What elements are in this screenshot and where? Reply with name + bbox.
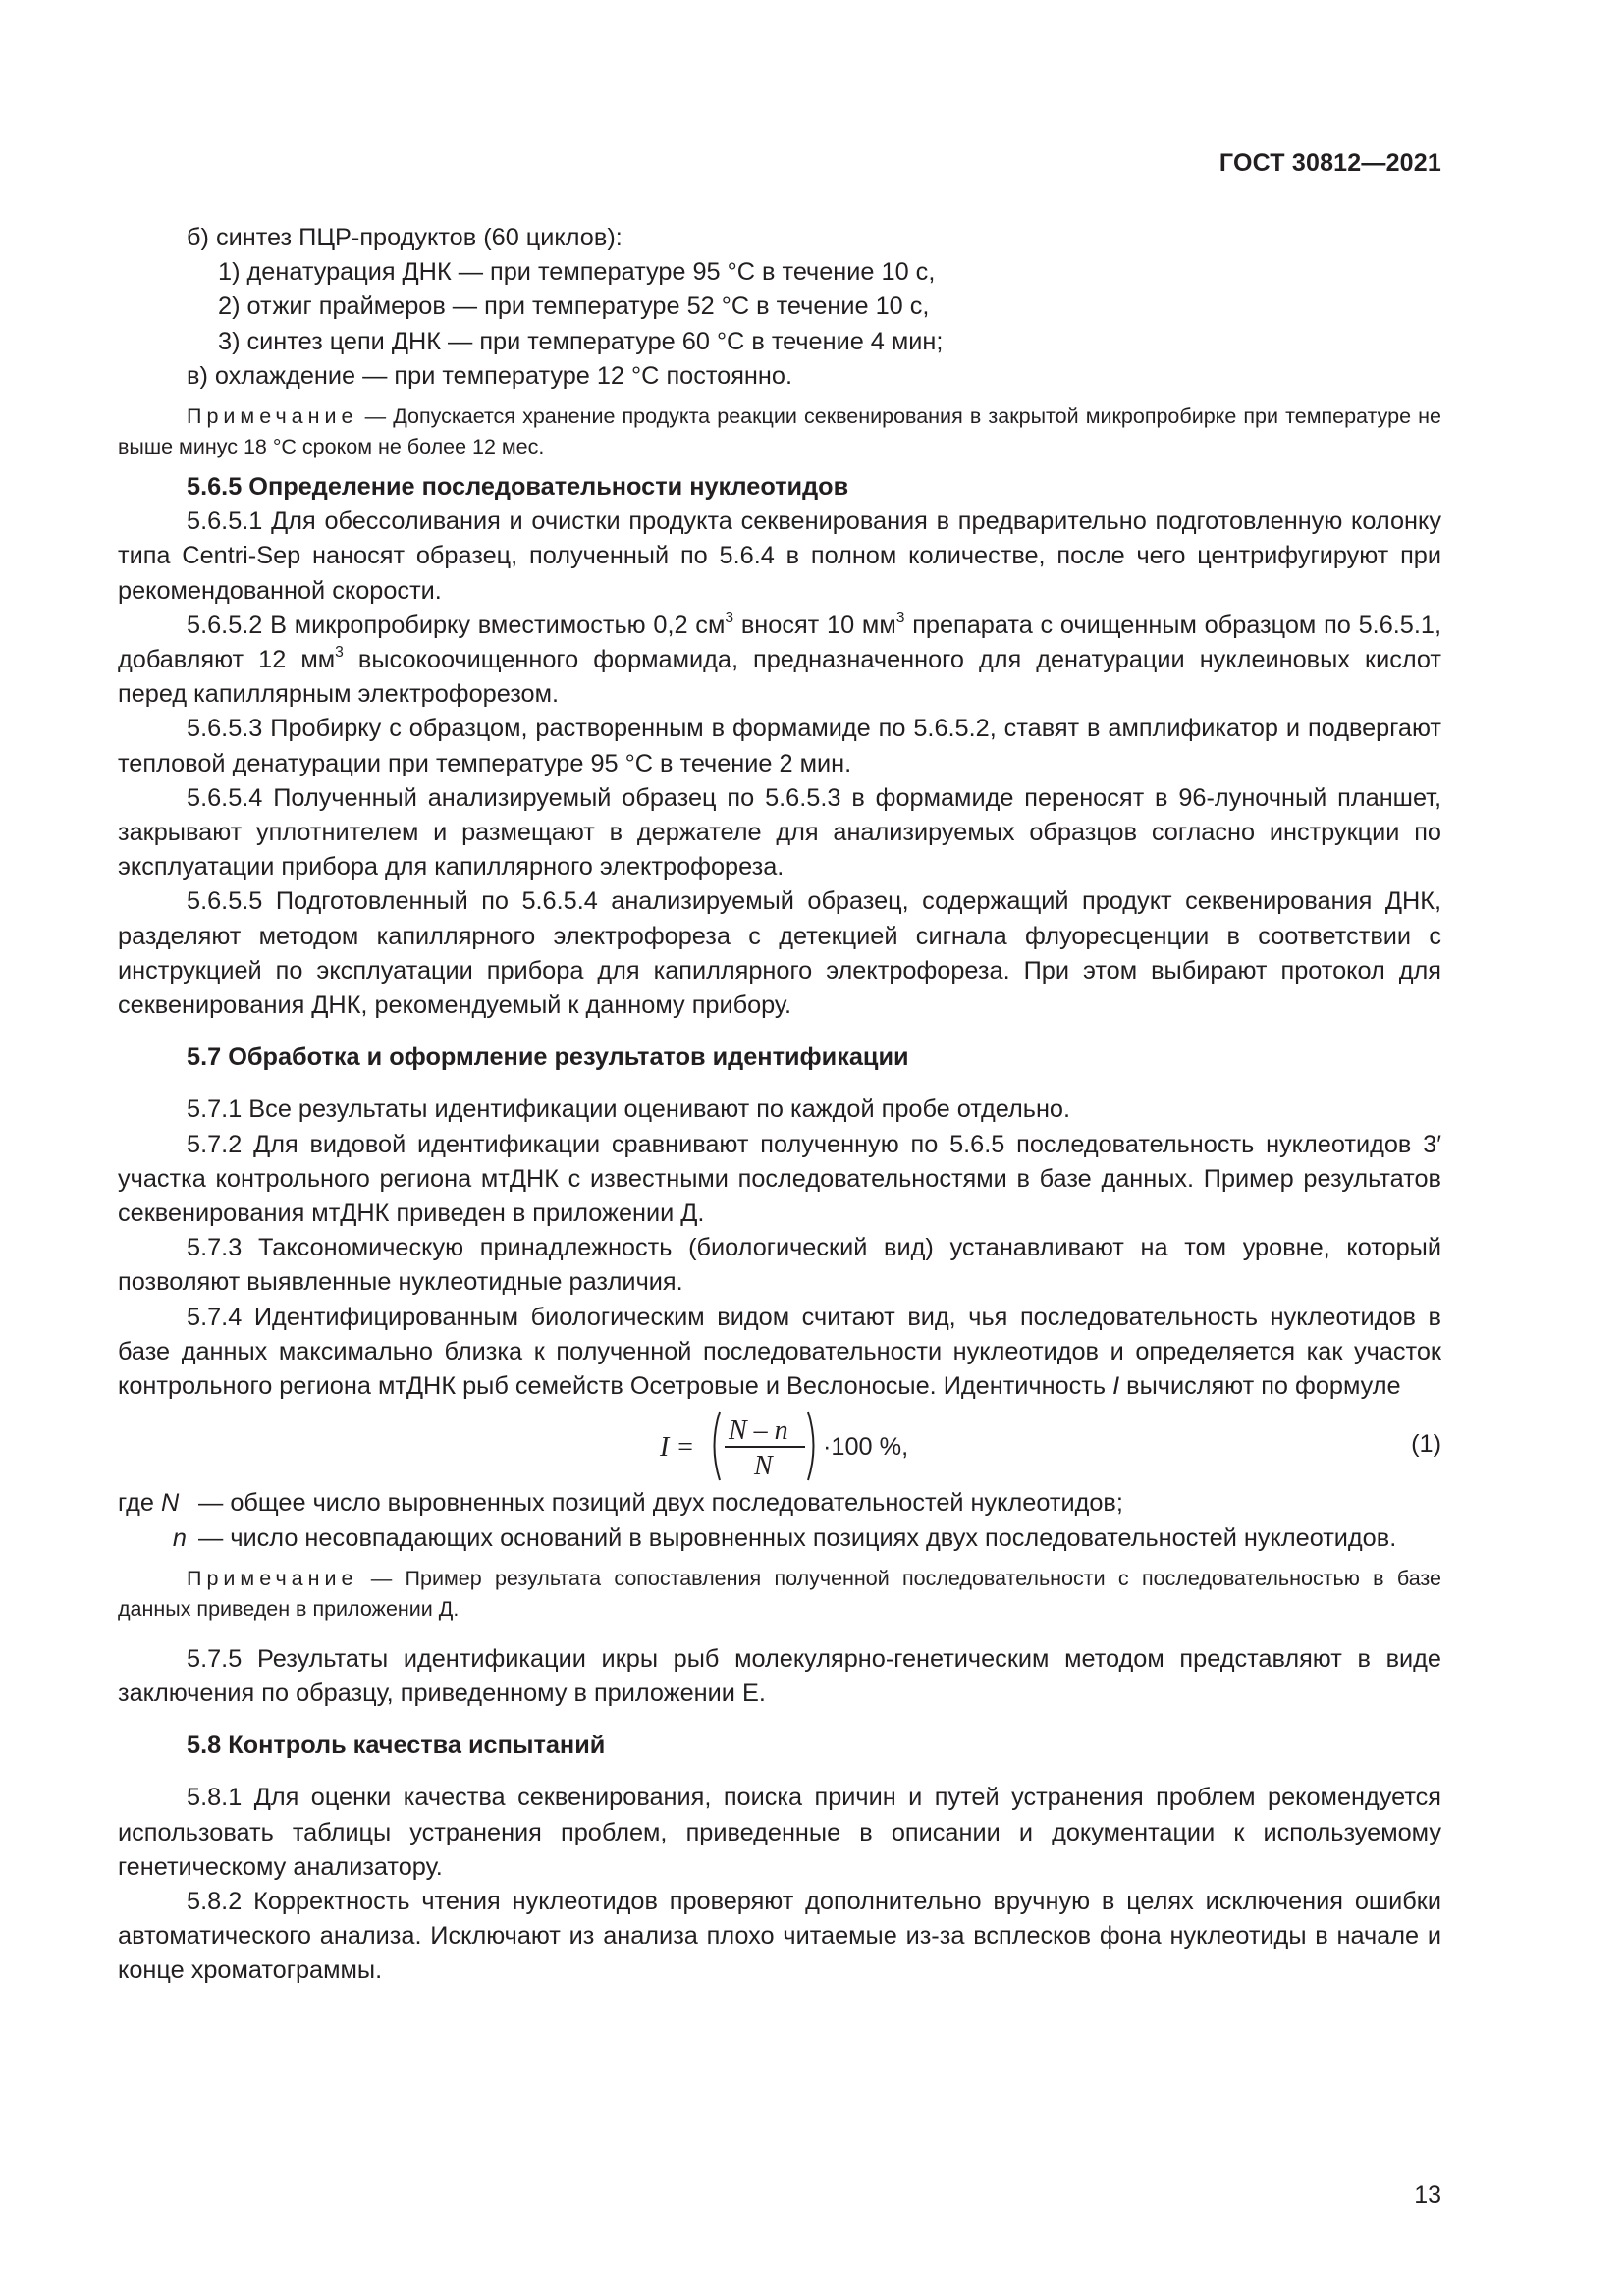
formula-numerator: [729, 1414, 788, 1448]
right-paren-icon: [805, 1410, 821, 1482]
symbol-N: N: [160, 1489, 180, 1518]
note-comparison: [118, 1564, 1441, 1625]
formula-lhs-text: I =: [660, 1432, 695, 1464]
para-5-6-5-5: 5.6.5.5 Подготовленный по 5.6.5.4 анализируемый образец, содержащий продукт секвенирования ДНК, разделяют методом капиллярного электрофореза с детекцией сигнала флуоресценции в соответствии с инструкцией по эксплуатации прибора для капиллярного электрофореза. При этом выбирают протокол для секвенирования ДНК, рекомендуемый к данному прибору.: [118, 887, 1441, 1020]
para-5-7-5: 5.7.5 Результаты идентификации икры рыб молекулярно-генетическим методом представляют в виде заключения по образцу, приведенному в приложении Е.: [118, 1644, 1441, 1707]
para-5-7-1: 5.7.1 Все результаты идентификации оценивают по каждой пробе отдельно.: [187, 1095, 1071, 1124]
definition-symbol: [118, 1486, 198, 1521]
symbol-n: n: [172, 1523, 187, 1552]
para-5-6-5-4: 5.6.5.4 Полученный анализируемый образец по 5.6.5.3 в формамиде переносят в 96-луночный планшет, закрывают уплотнителем и размещают в держателе для анализируемых образцов согласно инструкции по эксплуатации прибора для капиллярного электрофореза.: [118, 783, 1441, 881]
para-5-6-5-2-part-d: высокоочищенного формамида, предназначенного для денатурации нуклеиновых кислот перед капиллярным электрофорезом.: [118, 646, 1441, 709]
para-5-6-5-1: 5.6.5.1 Для обессоливания и очистки продукта секвенирования в предварительно подготовленную колонку типа Centri-Sep наносят образец, полученный по 5.6.4 в полном количестве, после чего центрифугируют при рекомендованной скорости.: [118, 507, 1441, 605]
formula-rhs: ·100 %,: [823, 1433, 909, 1462]
definition-text: — общее число выровненных позиций двух последовательностей нуклеотидов;: [198, 1489, 1123, 1518]
heading-5-7: 5.7 Обработка и оформление результатов идентификации: [187, 1043, 909, 1072]
definition-symbol: [118, 1522, 198, 1556]
where-label: где: [118, 1489, 154, 1518]
definition-text: — число несовпадающих оснований в выровненных позициях двух последовательностей нуклеотидов.: [198, 1523, 1397, 1552]
step-b1: 1) денатурация ДНК — при температуре 95 °С в течение 10 с,: [218, 258, 936, 287]
note-text: — Допускается хранение продукта реакции секвенирования в закрытой микропробирке при температуре не выше минус 18 °С сроком не более 12 мес.: [118, 404, 1441, 459]
definition-n: [118, 1522, 1441, 1556]
formula-lhs: [660, 1430, 694, 1465]
step-b: б) синтез ПЦР-продуктов (60 циклов):: [187, 224, 623, 251]
para-5-7-4-text: 5.7.4 Идентифицированным биологическим видом считают вид, чья последовательность нуклеотидов в базе данных максимально близка к полученной последовательности нуклеотидов и определяется как участок контрольного региона мтДНК рыб семейств Осетровые и Веслоносые. Идентичность: [118, 1303, 1441, 1401]
para-5-8-1: 5.8.1 Для оценки качества секвенирования, поиска причин и путей устранения проблем рекомендуется использовать таблицы устранения проблем, приведенные в описании и документации к используемому генетическому анализатору.: [118, 1784, 1441, 1881]
para-5-6-5-2-part-b: вносят 10 мм: [733, 611, 896, 639]
para-5-6-5-3: 5.6.5.3 Пробирку с образцом, растворенным в формамиде по 5.6.5.2, ставят в амплификатор и подвергают тепловой денатурации при температуре 95 °С в течение 2 мин.: [118, 715, 1441, 777]
formula-number: (1): [1411, 1430, 1441, 1459]
superscript-3: 3: [895, 609, 905, 626]
para-5-7-3: 5.7.3 Таксономическую принадлежность (биологический вид) устанавливают на том уровне, который позволяют выявленные нуклеотидные различия.: [118, 1234, 1441, 1297]
formula-denominator-text: N: [754, 1451, 773, 1482]
left-paren-icon: [707, 1410, 723, 1482]
note-label: Примечание: [187, 1566, 358, 1590]
para-5-7-4: [118, 1301, 1441, 1405]
step-b3: 3) синтез цепи ДНК — при температуре 60 °С в течение 4 мин;: [218, 327, 944, 355]
step-v: в) охлаждение — при температуре 12 °С постоянно.: [187, 361, 792, 390]
document-header: ГОСТ 30812—2021: [1218, 149, 1441, 177]
page-content: [118, 221, 1441, 1989]
para-5-8-2: 5.8.2 Корректность чтения нуклеотидов проверяют дополнительно вручную в целях исключения ошибки автоматического анализа. Исключают из анализа плохо читаемые из-за всплесков фона нуклеотиды в начале и конце хроматограммы.: [118, 1887, 1441, 1985]
superscript-3: 3: [725, 609, 734, 626]
heading-5-8: 5.8 Контроль качества испытаний: [187, 1732, 606, 1760]
superscript-3: 3: [335, 644, 344, 662]
para-5-7-2: 5.7.2 Для видовой идентификации сравнивают полученную по 5.6.5 последовательность нуклеотидов 3′ участка контрольного региона мтДНК с известными последовательностями в базе данных. Пример результатов секвенирования мтДНК приведен в приложении Д.: [118, 1130, 1441, 1228]
para-5-6-5-2: [118, 609, 1441, 713]
formula-numerator-text: N – n: [729, 1415, 788, 1447]
definition-N: [118, 1486, 1441, 1521]
note-text: — Пример результата сопоставления полученной последовательности с последовательностью в базе данных приведен в приложении Д.: [118, 1566, 1441, 1621]
heading-5-6-5: 5.6.5 Определение последовательности нуклеотидов: [187, 473, 849, 502]
fraction-bar: [725, 1446, 805, 1448]
identity-variable: I: [1112, 1372, 1120, 1401]
note-label: Примечание: [187, 404, 358, 429]
page-number: 13: [1414, 2181, 1441, 2209]
note-storage: [118, 401, 1441, 462]
formula-1: [118, 1406, 1441, 1486]
para-5-6-5-2-part-a: 5.6.5.2 В микропробирку вместимостью 0,2 см: [187, 611, 726, 639]
para-5-7-4-tail: вычисляют по формуле: [1119, 1372, 1401, 1401]
para-5-6-5-2-part-c: препарата с очищенным образцом по 5.6.5.1, добавляют 12 мм: [118, 611, 1441, 674]
formula-denominator: [754, 1449, 773, 1483]
formula-definitions: [118, 1486, 1441, 1555]
step-b2: 2) отжиг праймеров — при температуре 52 °С в течение 10 с,: [218, 293, 930, 321]
